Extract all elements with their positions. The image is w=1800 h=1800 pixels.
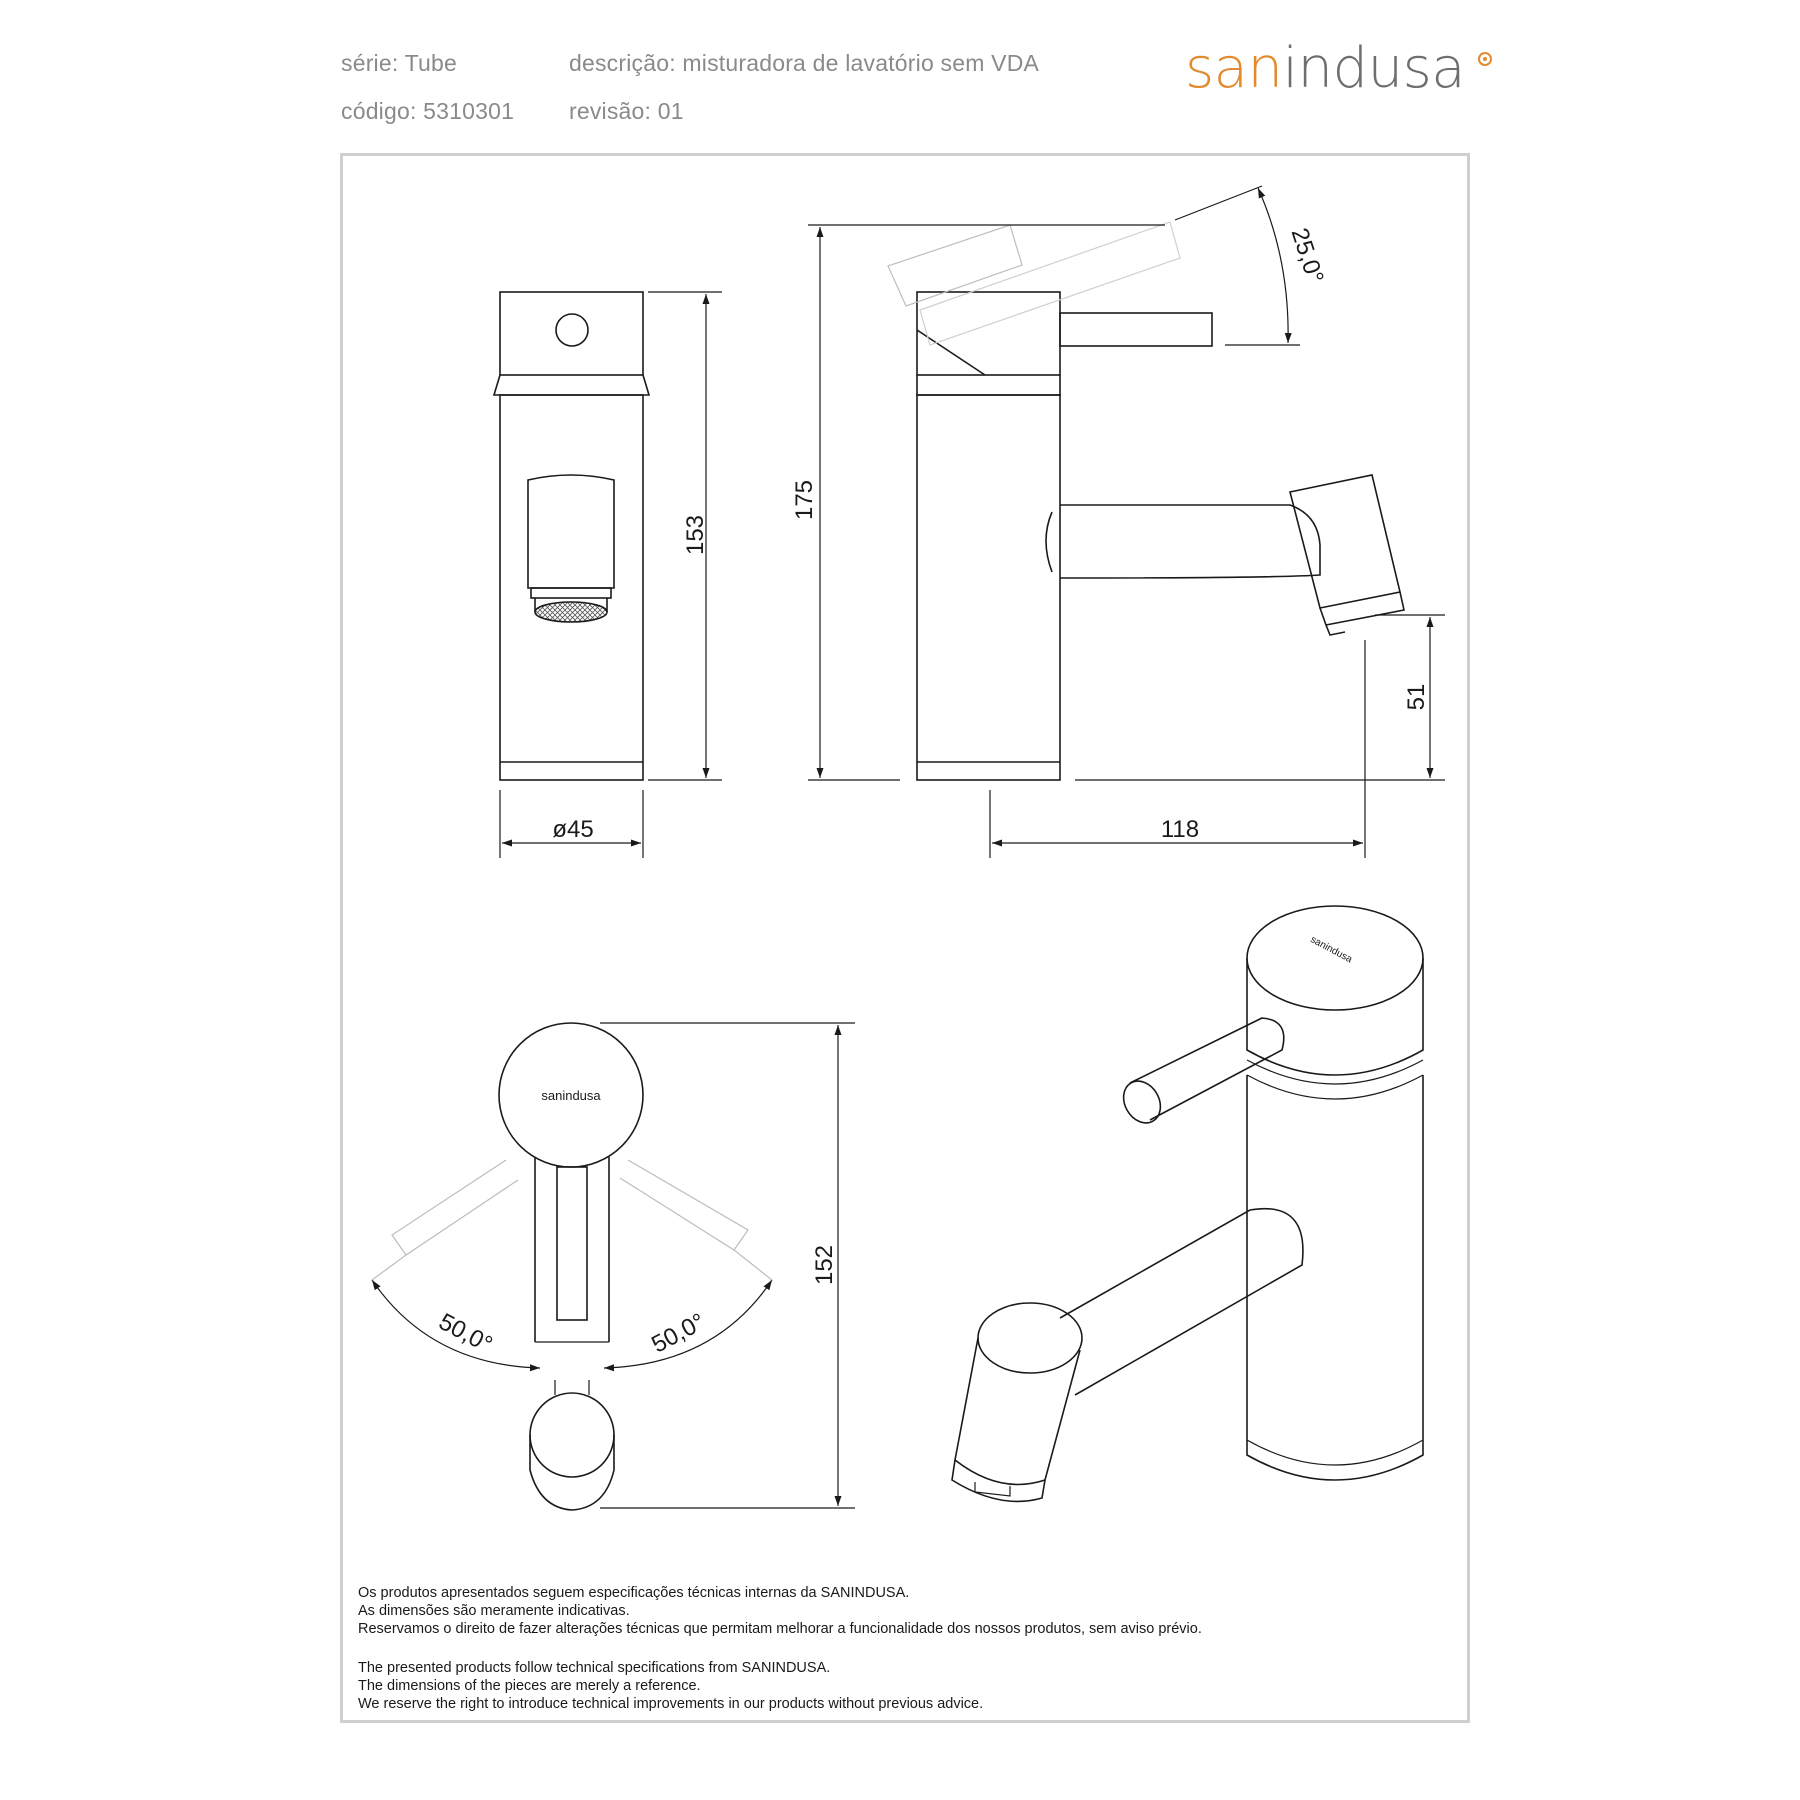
side-lever-ghost [888, 222, 1180, 345]
plan-ghost-levers [392, 1160, 748, 1255]
isometric-view [952, 906, 1423, 1501]
disclaimer-pt-line: Reservamos o direito de fazer alterações técnicas que permitam melhorar a funcionalidade dos nossos produtos, sem aviso prévio. [358, 1621, 1202, 1637]
side-spout-arm [1060, 505, 1320, 578]
front-view [494, 292, 649, 780]
disclaimer-pt-line: Os produtos apresentados seguem especificações técnicas internas da SANINDUSA. [358, 1585, 910, 1601]
side-spout-head [1290, 475, 1400, 608]
dim-arc-25 [1258, 188, 1288, 343]
side-spout-joint [1046, 512, 1052, 572]
front-lever-hole [556, 314, 588, 346]
dim-text-spout-reach: 118 [1160, 816, 1200, 843]
iso-spout-arm [1060, 1209, 1303, 1395]
disclaimer-en-line: The dimensions of the pieces are merely a reference. [358, 1678, 701, 1694]
dim-text-side-height: 175 [791, 479, 818, 521]
plan-lever-slot [557, 1167, 587, 1320]
side-aerator-tip [1326, 625, 1345, 635]
dim-text-diameter: ø45 [552, 816, 594, 843]
dimensions-top [500, 186, 1445, 858]
side-lever-handle [1060, 313, 1212, 346]
side-collar [917, 375, 1060, 395]
iso-spout-head [955, 1338, 1080, 1485]
side-view [888, 222, 1404, 780]
front-aerator-mesh [535, 602, 607, 622]
side-body [917, 395, 1060, 780]
dim-text-front-height: 153 [682, 514, 709, 556]
plan-spout-head [530, 1393, 614, 1477]
dim-text-top-depth: 152 [811, 1244, 838, 1286]
front-aerator-ring [531, 588, 611, 598]
logo-part-san: san [1185, 36, 1283, 101]
plan-cap-brand: sanindusa [541, 1088, 601, 1103]
dim-text-swivel-left: 50,0° [434, 1308, 497, 1359]
iso-lever-end [1116, 1074, 1167, 1129]
iso-cap-brand: sanindusa [1308, 934, 1354, 966]
disclaimer-en-line: The presented products follow technical specifications from SANINDUSA. [358, 1660, 831, 1676]
dim-text-spout-height: 51 [1403, 683, 1430, 711]
dim-text-swivel-right: 50,0° [647, 1308, 710, 1359]
revisao-label: revisão: 01 [569, 98, 684, 124]
logo-part-indusa: indusa [1282, 36, 1466, 101]
iso-spout-top [978, 1303, 1082, 1373]
side-head [917, 292, 1060, 375]
front-spout-outlet [528, 475, 614, 588]
descricao-label: descrição: misturadora de lavatório sem VDA [569, 50, 1040, 76]
codigo-label: código: 5310301 [341, 98, 515, 124]
iso-lever [1130, 1018, 1284, 1120]
front-collar [494, 375, 649, 395]
serie-label: série: Tube [341, 50, 457, 76]
plan-spout-body [530, 1435, 614, 1510]
disclaimer-en [358, 1659, 983, 1713]
dim-text-lever-angle: 25,0° [1285, 224, 1329, 287]
front-lever-body [500, 292, 643, 375]
disclaimer-en-line: We reserve the right to introduce technical improvements in our products without previous advice. [358, 1696, 984, 1712]
plan-lever-sides [535, 1157, 609, 1342]
side-aerator [1320, 592, 1404, 625]
disclaimer-pt [358, 1584, 1202, 1638]
iso-body [1247, 1075, 1423, 1480]
disclaimer-pt-line: As dimensões são meramente indicativas. [358, 1603, 630, 1619]
iso-head-body [1247, 958, 1423, 1075]
